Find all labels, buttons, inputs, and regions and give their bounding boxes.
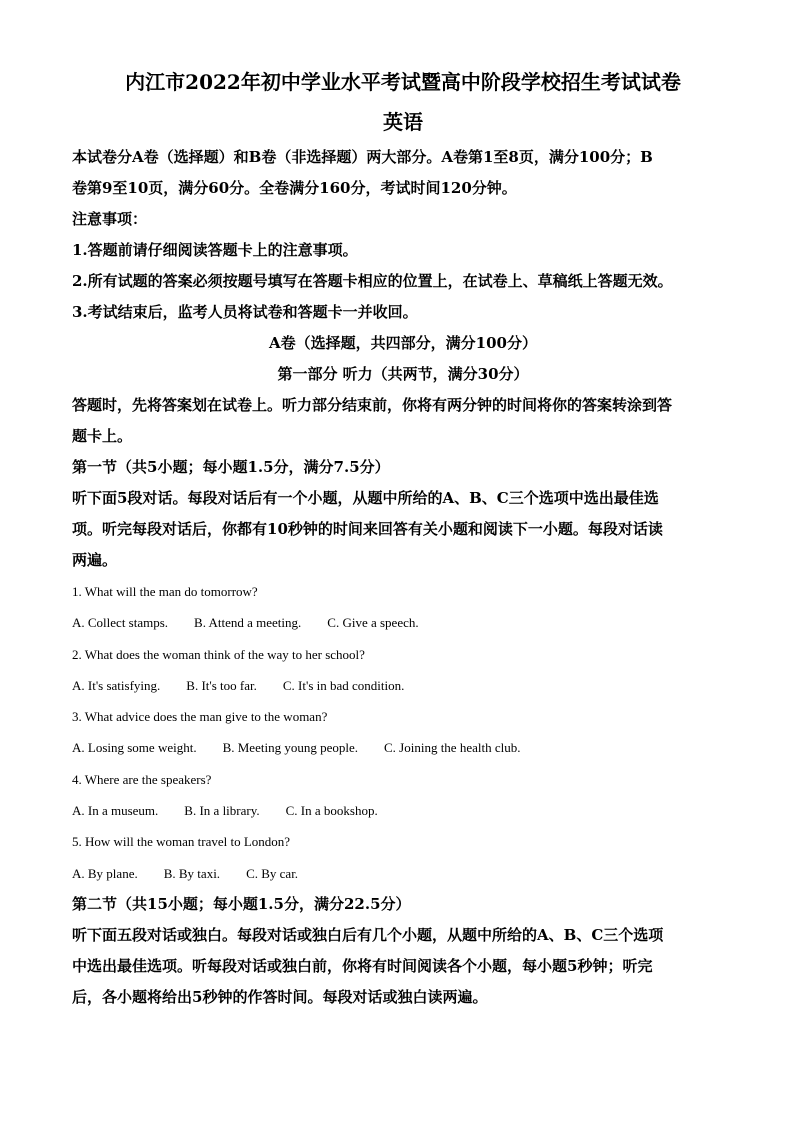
option-a: A. Losing some weight. <box>72 740 197 756</box>
intro-line-1: 本试卷分A卷（选择题）和B卷（非选择题）两大部分。A卷第1至8页，满分100分；B <box>72 148 653 166</box>
option-a: A. It's satisfying. <box>72 677 161 693</box>
question-2-options <box>72 670 734 701</box>
question-4: 4. Where are the speakers? <box>72 771 212 787</box>
option-b: B. By taxi. <box>163 865 221 881</box>
section-2-heading: 第二节（共15小题；每小题1.5分，满分22.5分） <box>72 894 411 913</box>
option-b: B. Meeting young people. <box>222 740 358 756</box>
question-1: 1. What will the man do tomorrow? <box>72 584 258 599</box>
section-2-instruction-1: 听下面五段对话或独白。每段对话或独白后有几个小题，从题中所给的A、B、C三个选项 <box>72 925 664 944</box>
option-c: C. Give a speech. <box>327 615 419 631</box>
question-3: 3. What advice does the man give to the woman? <box>72 709 328 725</box>
section-2-instruction-3: 后，各小题将给出5秒钟的作答时间。每段对话或独白读两遍。 <box>72 987 488 1006</box>
option-c: C. In a bookshop. <box>285 803 378 819</box>
option-a: A. In a museum. <box>72 803 159 819</box>
listening-instruction-1: 答题时，先将答案划在试卷上。听力部分结束前，你将有两分钟的时间将你的答案转涂到答 <box>72 396 673 414</box>
option-a: A. By plane. <box>72 865 138 881</box>
section-2-instruction-2: 中选出最佳选项。听每段对话或独白前，你将有时间阅读各个小题，每小题5秒钟；听完 <box>72 956 653 975</box>
section-1-instruction-2: 项。听完每段对话后，你都有10秒钟的时间来回答有关小题和阅读下一小题。每段对话读 <box>72 520 663 538</box>
intro-line-2: 卷第9至10页，满分60分。全卷满分160分，考试时间120分钟。 <box>72 179 517 197</box>
option-b: B. In a library. <box>184 803 260 819</box>
subject-title: 英语 <box>383 110 423 134</box>
note-item-3: 3.考试结束后，监考人员将试卷和答题卡一并收回。 <box>72 303 418 321</box>
option-c: C. Joining the health club. <box>383 740 521 756</box>
question-5-options <box>72 858 734 889</box>
section-1-instruction-3: 两遍。 <box>72 551 118 569</box>
option-c: C. By car. <box>246 865 299 881</box>
section-1-heading: 第一节（共5小题；每小题1.5分，满分7.5分） <box>72 458 390 476</box>
listening-instruction-2: 题卡上。 <box>72 427 133 445</box>
question-3-options <box>72 732 734 763</box>
note-item-1: 1.答题前请仔细阅读答题卡上的注意事项。 <box>72 241 358 259</box>
question-1-options <box>72 607 734 638</box>
note-item-2: 2.所有试题的答案必须按题号填写在答题卡相应的位置上，在试卷上、草稿纸上答题无效。 <box>72 272 673 290</box>
option-a: A. Collect stamps. <box>72 615 169 631</box>
question-2: 2. What does the woman think of the way to her school? <box>72 646 365 662</box>
notes-heading: 注意事项： <box>72 210 148 228</box>
option-c: C. It's in bad condition. <box>282 677 405 693</box>
exam-title: 内江市2022年初中学业水平考试暨高中阶段学校招生考试试卷 <box>125 70 681 94</box>
option-b: B. Attend a meeting. <box>194 615 302 631</box>
section-1-instruction-1: 听下面5段对话。每段对话后有一个小题，从题中所给的A、B、C三个选项中选出最佳选 <box>72 489 659 507</box>
option-b: B. It's too far. <box>186 677 257 693</box>
volume-a-heading: A卷（选择题，共四部分，满分100分） <box>269 334 537 352</box>
question-5: 5. How will the woman travel to London? <box>72 834 291 850</box>
question-4-options <box>72 795 734 826</box>
part-1-heading: 第一部分 听力（共两节，满分30分） <box>277 365 529 383</box>
